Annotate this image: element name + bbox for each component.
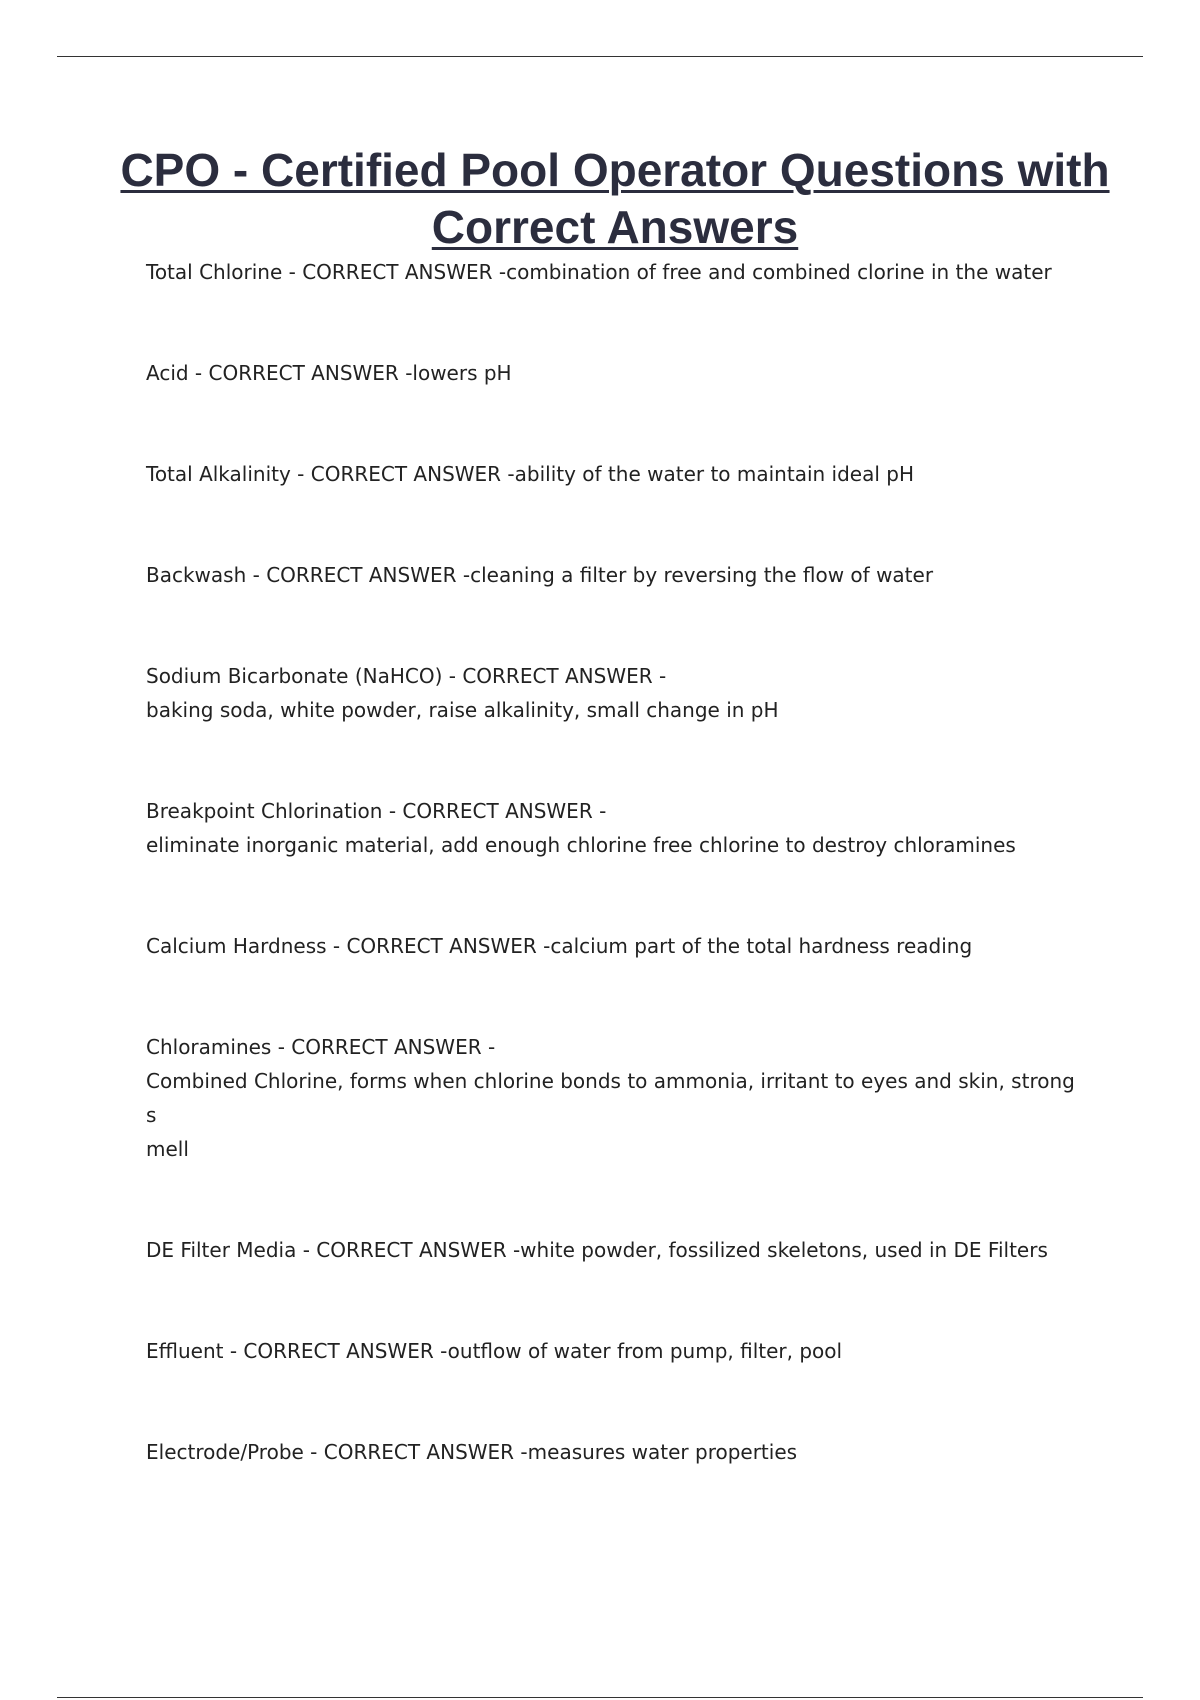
qa-entry — [146, 356, 1086, 390]
qa-list — [146, 255, 1086, 1469]
qa-entry — [146, 255, 1086, 289]
qa-text: Sodium Bicarbonate (NaHCO) - CORRECT ANSWER - — [146, 664, 667, 688]
qa-entry — [146, 1030, 1086, 1166]
qa-text: Effluent - CORRECT ANSWER -outflow of water from pump, filter, pool — [146, 1339, 843, 1363]
top-divider — [57, 56, 1143, 57]
qa-answer-continued: mell — [146, 1137, 189, 1161]
qa-entry — [146, 794, 1086, 862]
qa-text: Breakpoint Chlorination - CORRECT ANSWER - — [146, 799, 607, 823]
qa-entry — [146, 929, 1086, 963]
qa-text: Electrode/Probe - CORRECT ANSWER -measures water properties — [146, 1440, 798, 1464]
qa-entry — [146, 1435, 1086, 1469]
qa-entry — [146, 558, 1086, 592]
qa-answer: eliminate inorganic material, add enough chlorine free chlorine to destroy chloramines — [146, 833, 1016, 857]
qa-text: DE Filter Media - CORRECT ANSWER -white powder, fossilized skeletons, used in DE Filters — [146, 1238, 1048, 1262]
bottom-divider — [57, 1697, 1143, 1698]
qa-text: Backwash - CORRECT ANSWER -cleaning a filter by reversing the flow of water — [146, 563, 934, 587]
qa-entry — [146, 659, 1086, 727]
qa-text: Chloramines - CORRECT ANSWER - — [146, 1035, 496, 1059]
qa-text: Total Alkalinity - CORRECT ANSWER -ability of the water to maintain ideal pH — [146, 462, 915, 486]
qa-entry — [146, 1334, 1086, 1368]
qa-text: Acid - CORRECT ANSWER -lowers pH — [146, 361, 512, 385]
qa-answer: Combined Chlorine, forms when chlorine bonds to ammonia, irritant to eyes and skin, strong s — [146, 1069, 1082, 1127]
document-title: CPO - Certified Pool Operator Questions with Correct Answers — [120, 144, 1110, 253]
qa-text: Calcium Hardness - CORRECT ANSWER -calcium part of the total hardness reading — [146, 934, 973, 958]
qa-answer: baking soda, white powder, raise alkalinity, small change in pH — [146, 698, 779, 722]
qa-entry — [146, 1233, 1086, 1267]
qa-entry — [146, 457, 1086, 491]
qa-text: Total Chlorine - CORRECT ANSWER -combination of free and combined clorine in the water — [146, 260, 1052, 284]
